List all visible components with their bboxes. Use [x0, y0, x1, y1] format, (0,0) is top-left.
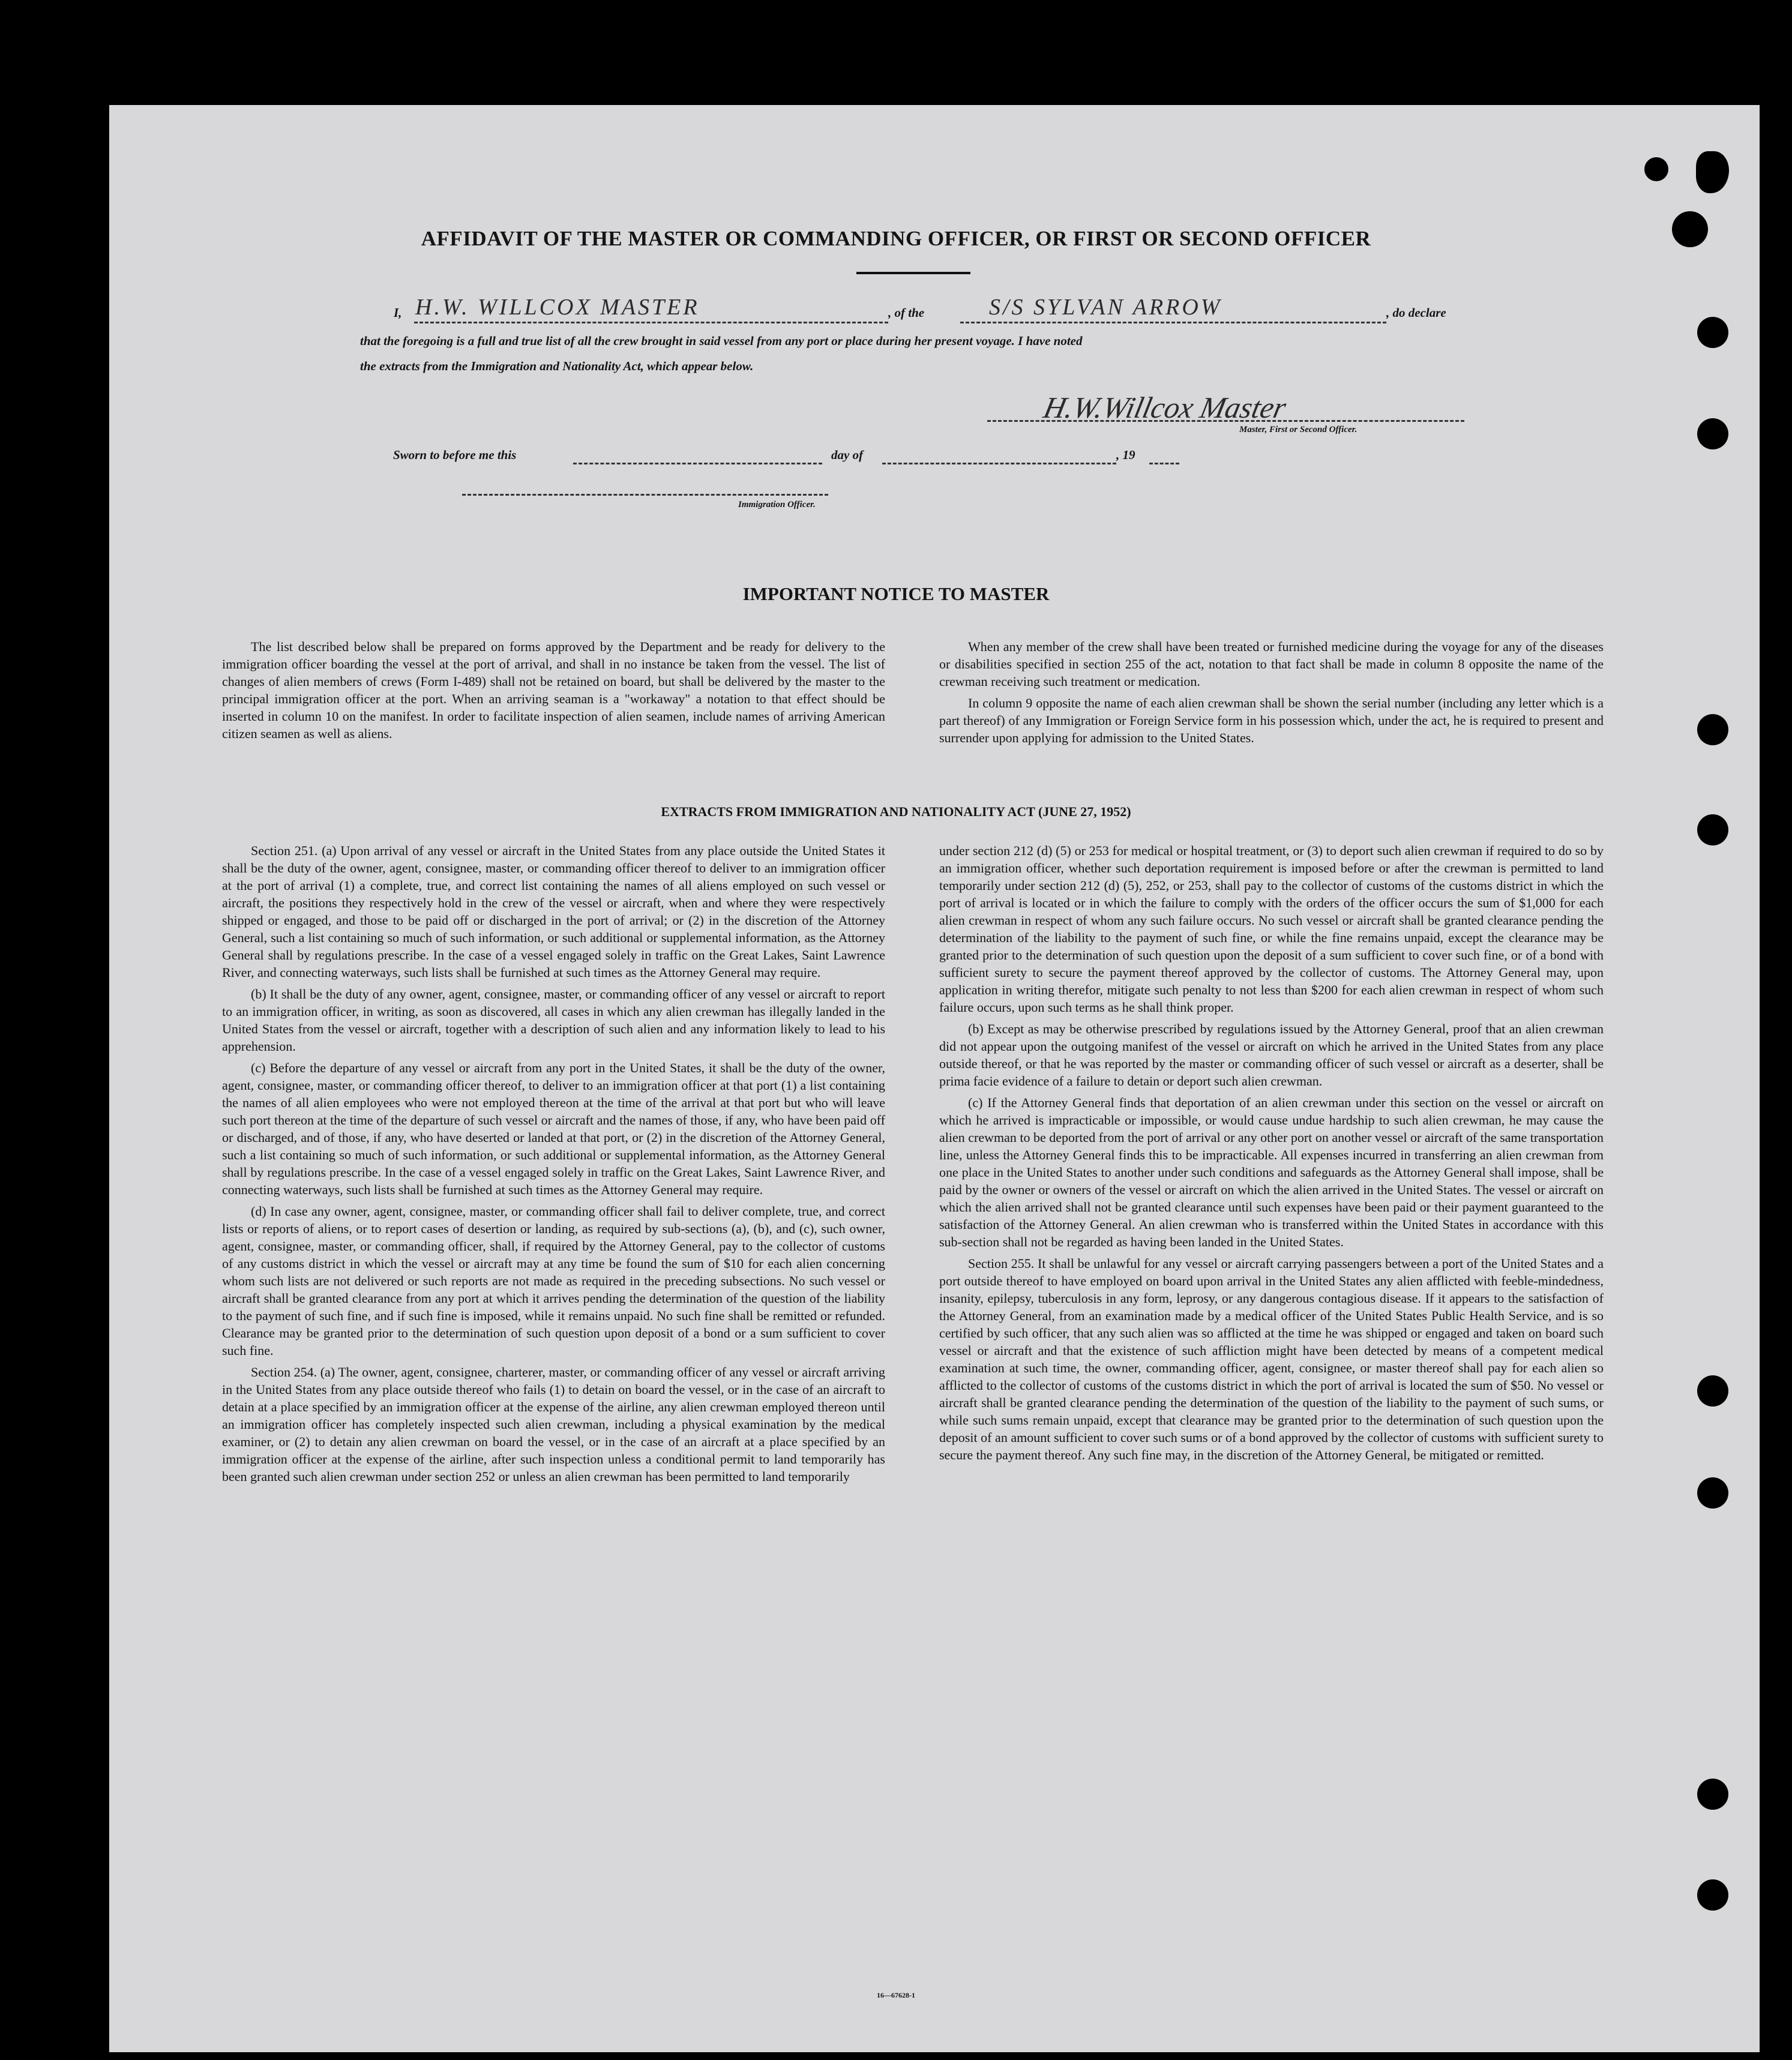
section-paragraph: (c) Before the departure of any vessel or aircraft from any port in the United States, it shall be the duty of the owner, agent, consignee, master, or commanding officer thereof, to deliver to an immigration officer at that port (1) a list containing the names of all alien employees who were not employed thereon at the time of the arrival at that port but who will leave such port thereon at the time of the departure of such vessel or aircraft and the names of those, if any, who have been paid off or discharged, and of those, if any, who have deserted or landed at that port, or (2) in the discretion of the Attorney General, such a list containing so much of such information, or such additional or supplemental information, as the Attorney General shall by regulations prescribe. In the case of a vessel engaged solely in traffic on the Great Lakes, Saint Lawrence River, and connecting waterways, such lists shall be furnished at such times as the Attorney General may require.	[222, 1060, 885, 1197]
binder-hole	[1697, 1779, 1728, 1810]
section-paragraph: (b) Except as may be otherwise prescribed by regulations issued by the Attorney General, proof that an alien crewman did not appear upon the outgoing manifest of the vessel or aircraft on which he arrived in the United States from any place outside thereof, or that he was reported by the master or commanding officer of such vessel or aircraft as a deserter, shall be prima facie evidence of a failure to detain or deport such alien crewman.	[939, 1021, 1604, 1089]
section-paragraph: under section 212 (d) (5) or 253 for medical or hospital treatment, or (3) to deport such alien crewman if required to do so by an immigration officer, whether such deportation requirement is imposed before or after the crewman is permitted to land temporarily under section 212 (d) (5), 252, or 253, shall pay to the collector of customs of the customs district in which the port of arrival is located or in which the failure to comply with the orders of the officer occurs the sum of $1,000 for each alien crewman in respect of whom any such failure occurs. No such vessel or aircraft shall be granted clearance pending the determination of the liability to the payment of such fine, or while the fine remains unpaid, except the clearance may be granted prior to the determination of such question upon the deposit of a sum sufficient to cover such fine, or of a bond with sufficient surety to secure the payment thereof approved by the collector of customs. The Attorney General may, upon application in writing therefor, mitigate such penalty to not less than $200 for each alien crewman in respect of whom such failure occurs, upon such terms as he shall think proper.	[939, 843, 1604, 1015]
extracts-title: EXTRACTS FROM IMMIGRATION AND NATIONALITY ACT (JUNE 27, 1952)	[661, 804, 1131, 819]
master-name-line	[414, 322, 888, 323]
section-paragraph: Section 255. It shall be unlawful for any vessel or aircraft carrying passengers between a port of the United States and a port outside thereof to have employed on board upon arrival in the United States any alien afflicted with feeble-mindedness, insanity, epilepsy, tuberculosis in any form, leprosy, or any dangerous contagious disease. If it appears to the satisfaction of the Attorney General, from an examination made by a medical officer of the United States Public Health Service, and is so certified by such officer, that any such alien was so afflicted at the time he was shipped or engaged and taken on board such vessel or aircraft and that the existence of such affliction might have been detected by means of a competent medical examination at such time, the owner, commanding officer, agent, consignee, or master thereof shall pay for each alien so afflicted to the collector of customs of the customs district in which the port of arrival is located the sum of $50. No vessel or aircraft shall be granted clearance pending the determination of the question of the liability to the payment of such sums, or while such sums remain unpaid, except that clearance may be granted prior to the determination of such question upon the deposit of an amount sufficient to cover such sums or of a bond approved by the collector of customs with sufficient surety to secure the payment thereof. Any such fine may, in the discretion of the Attorney General, be mitigated or remitted.	[939, 1256, 1604, 1462]
binder-hole	[1697, 714, 1728, 745]
officer-caption: Immigration Officer.	[738, 500, 816, 509]
notice-paragraph: The list described below shall be prepared on forms approved by the Department and be ready for delivery to the immigration officer boarding the vessel at the port of arrival, and shall in no instance be taken from the vessel. The list of changes of alien members of crews (Form I-489) shall not be retained on board, but shall be delivered by the master to the principal immigration officer at the port. When an arriving seaman is a "workaway" a notation to that effect should be inserted in column 10 on the manifest. In order to facilitate inspection of alien seamen, include names of arriving American citizen seamen as well as aliens.	[222, 639, 885, 741]
section-paragraph: Section 254. (a) The owner, agent, consignee, charterer, master, or commanding officer of any vessel or aircraft arriving in the United States from any place outside thereof who fails (1) to detain on board the vessel, or in the case of an aircraft to detain at a place specified by an immigration officer at the expense of the airline, any alien crewman employed thereon until an immigration officer has completely inspected such alien crewman, including a physical examination by the medical examiner, or (2) to detain any alien crewman on board the vessel, or in the case of an aircraft at a place specified by an immigration officer at the expense of the airline, after such inspection unless a conditional permit to land temporarily has been granted such alien crewman under section 252 or unless an alien crewman has been permitted to land temporarily	[222, 1365, 885, 1484]
extracts-right-column	[939, 842, 1604, 1468]
vessel-name-line	[960, 322, 1386, 323]
section-paragraph: (d) In case any owner, agent, consignee, master, or commanding officer shall fail to deliver complete, true, and correct lists or reports of aliens, or to report cases of desertion or landing, as required by sub-sections (a), (b), and (c), such owner, agent, consignee, master, or commanding officer, shall, if required by the Attorney General, pay to the collector of customs of any customs district in which the vessel or aircraft may at any time be found the sum of $10 for each alien concerning whom such lists are not delivered or such reports are not made as required in the preceding subsections. No such vessel or aircraft shall be granted clearance from any port at which it arrives pending the determination of the question of the liability to the payment of such fine, and if such fine is imposed, while it remains unpaid. No such fine shall be remitted or refunded. Clearance may be granted prior to the determination of such question upon deposit of a bond or a sum sufficient to cover such fine.	[222, 1204, 885, 1358]
sworn-month-line	[882, 463, 1116, 464]
binder-hole	[1697, 418, 1728, 449]
declaration-line-3: the extracts from the Immigration and Nationality Act, which appear below.	[360, 359, 754, 373]
year-label: , 19	[1116, 448, 1135, 462]
binder-hole	[1697, 1879, 1728, 1911]
form-code: 16—67628-1	[877, 1991, 915, 1999]
do-declare-label: , do declare	[1386, 305, 1446, 320]
i-label: I,	[394, 305, 402, 320]
of-the-label: , of the	[888, 305, 925, 320]
binder-hole	[1644, 157, 1668, 181]
binder-hole	[1697, 1477, 1728, 1509]
notice-paragraph: In column 9 opposite the name of each alien crewman shall be shown the serial number (including any letter which is a part thereof) of any Immigration or Foreign Service form in his possession which, under the act, he is required to present and surrender upon applying for admission to the United States.	[939, 695, 1604, 745]
notice-paragraph: When any member of the crew shall have been treated or furnished medicine during the voyage for any of the diseases or disabilities specified in section 255 of the act, notation to that fact shall be made in column 8 opposite the name of the crewman receiving such treatment or medication.	[939, 639, 1604, 689]
notice-right-column	[939, 638, 1604, 751]
sworn-date-line	[573, 463, 822, 464]
title-rule	[856, 272, 970, 274]
master-name-handwritten: H.W. WILLCOX MASTER	[415, 295, 700, 320]
affidavit-title: AFFIDAVIT OF THE MASTER OR COMMANDING OFFICER, OR FIRST OR SECOND OFFICER	[421, 227, 1371, 250]
master-signature: H.W.Willcox Master	[1041, 391, 1290, 424]
section-paragraph: Section 251. (a) Upon arrival of any vessel or aircraft in the United States from any place outside the United States it shall be the duty of the owner, agent, consignee, master, or commanding officer thereof to deliver to an immigration officer at the port of arrival (1) a complete, true, and correct list containing the names of all aliens employed on such vessel or aircraft, the positions they respectively hold in the crew of the vessel or aircraft, when and where they were respectively shipped or engaged, and those to be paid off or discharged in the port of arrival; or (2) in the discretion of the Attorney General, such a list containing so much of such information, or such additional or supplemental information, as the Attorney General shall by regulations prescribe. In the case of a vessel engaged solely in traffic on the Great Lakes, Saint Lawrence River, and connecting waterways, such lists shall be furnished at such times as the Attorney General may require.	[222, 843, 885, 980]
declaration-line-2: that the foregoing is a full and true list of all the crew brought in said vessel from any port or place during her present voyage. I have noted	[360, 334, 1083, 348]
section-paragraph: (b) It shall be the duty of any owner, agent, consignee, master, or commanding officer of any vessel or aircraft to report to an immigration officer, in writing, as soon as discovered, all cases in which any alien crewman has illegally landed in the United States from the vessel or aircraft, together with a description of such alien and any information likely to lead to his apprehension.	[222, 986, 885, 1054]
binder-hole	[1697, 317, 1728, 348]
sworn-year-line	[1149, 463, 1179, 464]
signature-line	[987, 420, 1464, 422]
sworn-label: Sworn to before me this	[393, 448, 517, 462]
section-paragraph: (c) If the Attorney General finds that deportation of an alien crewman under this section on the vessel or aircraft on which he arrived is impracticable or impossible, or would cause undue hardship to such alien crewman, he may cause the alien crewman to be deported from the port of arrival or any other port on another vessel or aircraft of the same transportation line, unless the Attorney General finds this to be impracticable. All expenses incurred in transferring an alien crewman from one place in the United States to another under such conditions and safeguards as the Attorney General shall impose, shall be paid by the owner or owners of the vessel or aircraft on which the alien arrived in the United States. The vessel or aircraft on which the alien arrived shall not be granted clearance until such expenses have been paid or their payment guaranteed to the satisfaction of the Attorney General. An alien crewman who is transferred within the United States in accordance with this sub-section shall not be regarded as having been landed in the United States.	[939, 1095, 1604, 1249]
signature-caption: Master, First or Second Officer.	[1239, 425, 1358, 434]
day-of-label: day of	[831, 448, 864, 462]
notice-left-column	[222, 638, 885, 746]
vessel-name-handwritten: S/S SYLVAN ARROW	[989, 295, 1222, 320]
officer-signature-line	[462, 494, 828, 496]
binder-hole	[1697, 1375, 1728, 1407]
notice-title: IMPORTANT NOTICE TO MASTER	[742, 583, 1050, 604]
extracts-left-column	[222, 842, 885, 1489]
